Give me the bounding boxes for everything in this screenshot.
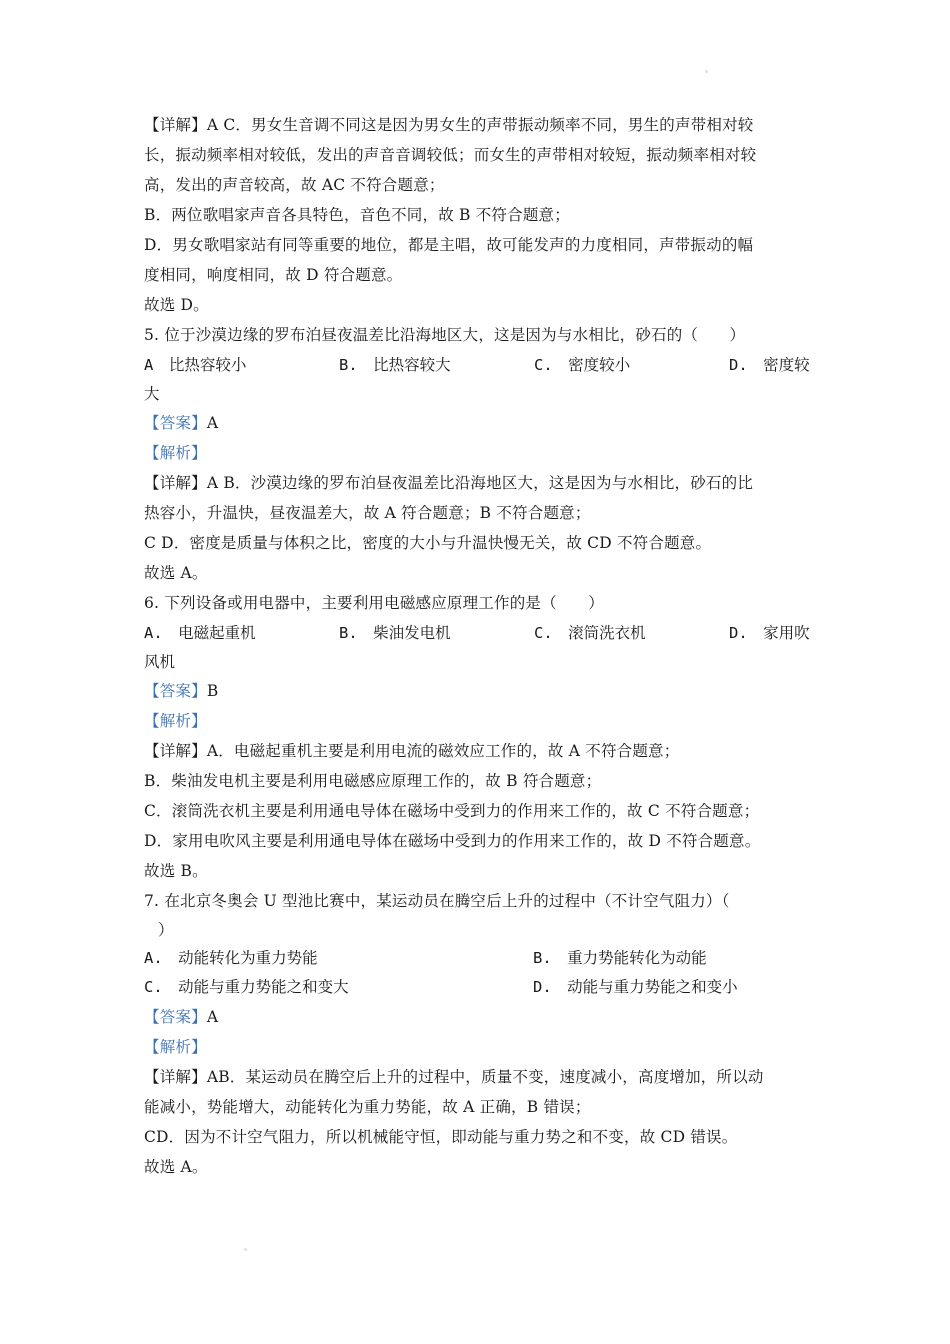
q6-option-b: B. 柴油发电机 bbox=[339, 624, 451, 642]
q7-options-row-1 bbox=[144, 944, 809, 973]
q7-options-row-2 bbox=[144, 973, 809, 1002]
q6-conclusion: 故选 B。 bbox=[144, 862, 208, 880]
q7-option-b: B. 重力势能转化为动能 bbox=[533, 949, 707, 967]
q5-options bbox=[144, 350, 809, 380]
detail-label: 【详解】 bbox=[144, 474, 207, 492]
q4-detail-line-2: 长，振动频率相对较低，发出的声音音调较低；而女生的声带相对较短，振动频率相对较 bbox=[144, 146, 757, 164]
document-page bbox=[144, 110, 809, 1182]
q4-detail-line-3: 高，发出的声音较高，故 AC 不符合题意； bbox=[144, 176, 445, 194]
q6-detail-line-1: 【详解】A．电磁起重机主要是利用电流的磁效应工作的，故 A 不符合题意； bbox=[144, 742, 680, 760]
q6-question: 6. 下列设备或用电器中，主要利用电磁感应原理工作的是（ ） bbox=[144, 594, 604, 612]
q4-detail-line-4: B．两位歌唱家声音各具特色，音色不同，故 B 不符合题意； bbox=[144, 206, 570, 224]
q7-answer bbox=[144, 1002, 809, 1032]
q6-analysis-label: 【解析】 bbox=[144, 712, 207, 730]
q5-detail-line-2: 热容小，升温快，昼夜温差大，故 A 符合题意；B 不符合题意； bbox=[144, 504, 591, 522]
q4-detail-line-5: D．男女歌唱家站有同等重要的地位，都是主唱，故可能发声的力度相同，声带振动的幅 bbox=[144, 236, 754, 254]
q5-option-b: B. 比热容较大 bbox=[339, 356, 451, 374]
answer-label: 【答案】 bbox=[144, 1008, 207, 1026]
scan-dot-bottom bbox=[244, 1248, 247, 1251]
answer-value: A bbox=[206, 1008, 219, 1026]
q4-conclusion: 故选 D。 bbox=[144, 296, 209, 314]
q7-analysis-label: 【解析】 bbox=[144, 1038, 207, 1056]
q5-conclusion: 故选 A。 bbox=[144, 564, 208, 582]
q7-detail-line-3: CD．因为不计空气阻力，所以机械能守恒，即动能与重力势之和不变，故 CD 错误。 bbox=[144, 1128, 738, 1146]
q6-option-d: D. 家用吹 bbox=[729, 624, 810, 642]
q5-detail-line-1: 【详解】A B．沙漠边缘的罗布泊昼夜温差比沿海地区大，这是因为与水相比，砂石的比 bbox=[144, 474, 754, 492]
q4-detail-line-6: 度相同，响度相同，故 D 符合题意。 bbox=[144, 266, 403, 284]
q6-option-c: C. 滚筒洗衣机 bbox=[534, 624, 646, 642]
q6-option-a: A. 电磁起重机 bbox=[144, 624, 256, 642]
answer-value: A bbox=[206, 414, 219, 432]
q5-option-c: C. 密度较小 bbox=[534, 356, 631, 374]
q6-answer bbox=[144, 676, 809, 706]
q6-detail-line-3: C．滚筒洗衣机主要是利用通电导体在磁场中受到力的作用来工作的，故 C 不符合题意； bbox=[144, 802, 760, 820]
q5-detail-line-3: C D．密度是质量与体积之比，密度的大小与升温快慢无关，故 CD 不符合题意。 bbox=[144, 534, 712, 552]
q7-question: 7. 在北京冬奥会 U 型池比赛中，某运动员在腾空后上升的过程中（不计空气阻力）（ bbox=[144, 892, 730, 910]
q6-detail-line-2: B．柴油发电机主要是利用电磁感应原理工作的，故 B 符合题意； bbox=[144, 772, 602, 790]
detail-label: 【详解】 bbox=[144, 1068, 207, 1086]
q5-option-continuation: 大 bbox=[144, 385, 160, 403]
q7-option-a: A. 动能转化为重力势能 bbox=[144, 949, 318, 967]
q5-analysis-label: 【解析】 bbox=[144, 444, 207, 462]
q5-option-d: D. 密度较 bbox=[729, 356, 810, 374]
q7-question-continuation: ） bbox=[158, 921, 174, 939]
detail-label: 【详解】 bbox=[144, 742, 207, 760]
q5-answer bbox=[144, 408, 809, 438]
q7-option-c: C. 动能与重力势能之和变大 bbox=[144, 978, 349, 996]
q5-option-a: A 比热容较小 bbox=[144, 356, 247, 374]
answer-value: B bbox=[206, 682, 219, 700]
answer-label: 【答案】 bbox=[144, 414, 207, 432]
q7-option-d: D. 动能与重力势能之和变小 bbox=[533, 978, 738, 996]
detail-label: 【详解】 bbox=[144, 116, 207, 134]
q6-options bbox=[144, 618, 809, 648]
q4-detail-line-1: 【详解】A C．男女生音调不同这是因为男女生的声带振动频率不同，男生的声带相对较 bbox=[144, 116, 754, 134]
q6-detail-line-4: D．家用电吹风主要是利用通电导体在磁场中受到力的作用来工作的，故 D 不符合题意。 bbox=[144, 832, 761, 850]
q6-option-continuation: 风机 bbox=[144, 653, 176, 671]
scan-dot-top bbox=[705, 70, 708, 73]
q7-detail-line-1: 【详解】AB．某运动员在腾空后上升的过程中，质量不变，速度减小，高度增加，所以动 bbox=[144, 1068, 764, 1086]
q7-conclusion: 故选 A。 bbox=[144, 1158, 208, 1176]
q5-question: 5. 位于沙漠边缘的罗布泊昼夜温差比沿海地区大，这是因为与水相比，砂石的（ ） bbox=[144, 326, 746, 344]
q7-detail-line-2: 能减小，势能增大，动能转化为重力势能，故 A 正确，B 错误； bbox=[144, 1098, 591, 1116]
answer-label: 【答案】 bbox=[144, 682, 207, 700]
